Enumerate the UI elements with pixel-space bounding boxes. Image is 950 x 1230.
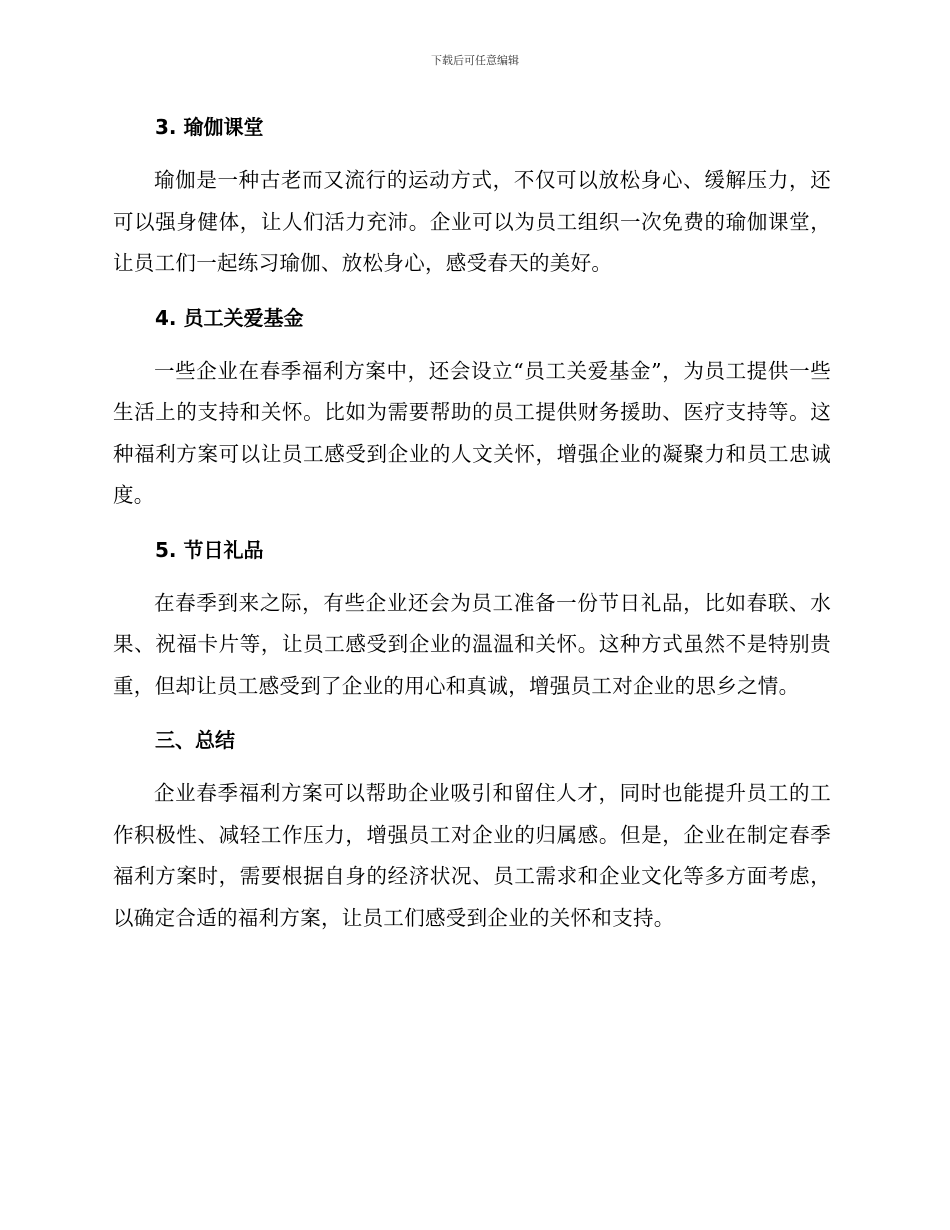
section-heading-holiday-gifts: 5. 节日礼品 — [155, 537, 264, 562]
page-header: 下载后可任意编辑 — [431, 54, 519, 67]
section-heading-care-fund: 4. 员工关爱基金 — [155, 305, 304, 330]
section-heading-yoga: 3. 瑜伽课堂 — [155, 115, 264, 139]
section-heading-summary: 三、总结 — [155, 728, 235, 752]
section-paragraph-summary: 企业春季福利方案可以帮助企业吸引和留住人才，同时也能提升员工的工作积极性、减轻工作压力，增强员工对企业的归属感。但是，企业在制定春季福利方案时，需要根据自身的经济状况、员工需求和企业文化等多方面考虑，以确定合适的福利方案，让员工们感受到企业的关怀和支持。 — [113, 781, 831, 930]
section-paragraph-care-fund: 一些企业在春季福利方案中，还会设立“员工关爱基金”，为员工提供一些生活上的支持和关怀。比如为需要帮助的员工提供财务援助、医疗支持等。这种福利方案可以让员工感受到企业的人文关怀，增强企业的凝聚力和员工忠诚度。 — [113, 358, 831, 507]
section-paragraph-holiday-gifts: 在春季到来之际，有些企业还会为员工准备一份节日礼品，比如春联、水果、祝福卡片等，让员工感受到企业的温温和关怀。这种方式虽然不是特别贵重，但却让员工感受到了企业的用心和真诚，增强员工对企业的思乡之情。 — [113, 590, 831, 698]
section-paragraph-yoga: 瑜伽是一种古老而又流行的运动方式，不仅可以放松身心、缓解压力，还可以强身健体，让人们活力充沛。企业可以为员工组织一次免费的瑜伽课堂，让员工们一起练习瑜伽、放松身心，感受春天的美好。 — [113, 168, 831, 275]
document-body — [113, 108, 831, 953]
